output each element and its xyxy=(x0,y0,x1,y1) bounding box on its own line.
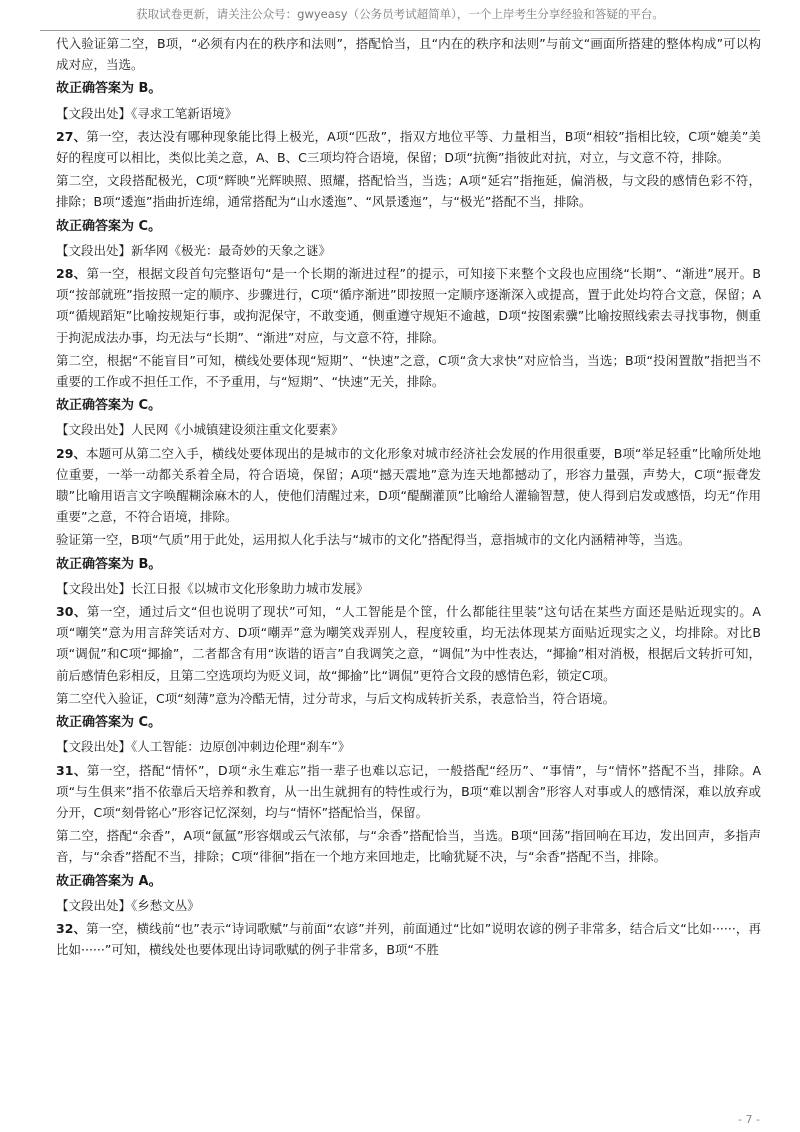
block-text: 第一空，通过后文“但也说明了现状”可知，“人工智能是个筐，什么都能往里装”这句话在某些方面还是贴近现实的。A项“嘲笑”意为用言辞笑话对方、D项“嘲弄”意为嘲笑戏弄别人，程度较重，均无法体现某方面贴近现实之义，均排除。对比B项“调侃”和C项“揶揄”，二者都含有用“诙谐的语言”自我调笑之意，“调侃”为中性表达，“揶揄”相对消极，根据后文转折可知，前后感情色彩相反，且第二空选项均为贬义词，故“揶揄”比“调侃”更符合文段的感情色彩，锁定C项。 xyxy=(56,604,761,683)
source-citation xyxy=(56,419,761,440)
answer-line xyxy=(56,216,761,237)
explanation-paragraph xyxy=(56,126,761,168)
explanation-paragraph xyxy=(56,170,761,212)
block-text: 故正确答案为 C。 xyxy=(56,398,162,414)
question-number: 30、 xyxy=(56,604,87,620)
header-text: 获取试卷更新，请关注公众号：gwyeasy（公务员考试超简单），一个上岸考生分享经验和答疑的平台。 xyxy=(136,7,664,21)
block-text: 第一空，横线前“也”表示“诗词歌赋”与前面“农谚”并列，前面通过“比如”说明农谚的例子非常多，结合后文“比如······，再比如······”可知，横线处也要体现出诗词歌赋的例子非常多，B项“不胜 xyxy=(56,920,761,958)
block-text: 故正确答案为 C。 xyxy=(56,218,162,234)
document-body xyxy=(56,33,761,962)
explanation-paragraph xyxy=(56,350,761,392)
page-number: - 7 - xyxy=(738,1113,760,1126)
block-text: 【文段出处】新华网《极光：最奇妙的天象之谜》 xyxy=(56,242,332,258)
explanation-paragraph xyxy=(56,825,761,867)
answer-line xyxy=(56,871,761,892)
block-text: 本题可从第二空入手，横线处要体现出的是城市的文化形象对城市经济社会发展的作用很重要，B项“举足轻重”比喻所处地位重要，一举一动都关系着全局，符合语境，保留；A项“撼天震地”意为连天地都撼动了，形容力量强，声势大，C项“振聋发聩”比喻用语言文字唤醒糊涂麻木的人，使他们清醒过来，D项“醍醐灌顶”比喻给人灌输智慧，使人得到启发或感悟，均无“作用重要”之意，不符合语境，排除。 xyxy=(56,445,761,525)
source-citation xyxy=(56,736,761,757)
block-text: 代入验证第二空，B项，“必须有内在的秩序和法则”，搭配恰当，且“内在的秩序和法则”与前文“画面所搭建的整体构成”可以构成对应，当选。 xyxy=(56,36,761,73)
block-text: 第二空代入验证，C项“刻薄”意为冷酷无情，过分苛求，与后文构成转折关系，表意恰当，符合语境。 xyxy=(56,690,616,706)
explanation-paragraph xyxy=(56,529,761,550)
block-text: 故正确答案为 B。 xyxy=(56,556,162,572)
question-number: 28、 xyxy=(56,266,87,282)
page-header xyxy=(0,0,800,30)
block-text: 【文段出处】人民网《小城镇建设须注重文化要素》 xyxy=(56,422,344,438)
block-text: 【文段出处】《乡愁文丛》 xyxy=(56,897,200,913)
answer-line xyxy=(56,554,761,575)
block-text: 第一空，表达没有哪种现象能比得上极光，A项“匹敌”，指双方地位平等、力量相当，B项“相较”指相比较，C项“媲美”美好的程度可以相比，类似比美之意，A、B、C三项均符合语境，保留；D项“抗衡”指彼此对抗，对立，与文意不符，排除。 xyxy=(56,128,761,166)
block-text: 第一空，根据文段首句完整语句“是一个长期的渐进过程”的提示，可知接下来整个文段也应围绕“长期”、“渐进”展开。B项“按部就班”指按照一定的顺序、步骤进行，C项“循序渐进”即按照一定顺序逐渐深入或提高，置于此处均符合文意，保留；A项“循规蹈矩”比喻按规矩行事，或拘泥保守，不敢变通，侧重遵守规矩不逾越，D项“按图索骥”比喻按照线索去寻找事物，侧重于拘泥成法办事，均无法与“长期”、“渐进”对应，与文意不符，排除。 xyxy=(56,266,761,345)
answer-line xyxy=(56,78,761,99)
source-citation xyxy=(56,895,761,916)
explanation-paragraph xyxy=(56,33,761,75)
block-text: 第二空，文段搭配极光，C项“辉映”光辉映照、照耀，搭配恰当，当选；A项“延宕”指拖延，偏消极，与文段的感情色彩不符，排除；B项“逶迤”指曲折连绵，通常搭配为“山水逶迤”、“风景逶迤”，与“极光”搭配不当，排除。 xyxy=(56,173,761,210)
block-text: 故正确答案为 A。 xyxy=(56,873,162,889)
question-number: 29、 xyxy=(56,445,87,461)
explanation-paragraph xyxy=(56,760,761,824)
source-citation xyxy=(56,103,761,124)
block-text: 【文段出处】《寻求工笔新语境》 xyxy=(56,105,238,121)
explanation-paragraph xyxy=(56,263,761,348)
block-text: 故正确答案为 C。 xyxy=(56,715,162,731)
explanation-paragraph xyxy=(56,918,761,960)
answer-line xyxy=(56,712,761,733)
answer-line xyxy=(56,395,761,416)
question-number: 31、 xyxy=(56,762,87,778)
block-text: 【文段出处】长江日报《以城市文化形象助力城市发展》 xyxy=(56,580,369,596)
explanation-paragraph xyxy=(56,688,761,709)
question-number: 27、 xyxy=(56,128,87,144)
source-citation xyxy=(56,578,761,599)
explanation-paragraph xyxy=(56,443,761,528)
block-text: 【文段出处】《人工智能：边原创冲刺边伦理“刹车”》 xyxy=(56,739,351,755)
explanation-paragraph xyxy=(56,601,761,686)
question-number: 32、 xyxy=(56,920,87,936)
source-citation xyxy=(56,240,761,261)
block-text: 验证第一空，B项“气质”用于此处，运用拟人化手法与“城市的文化”搭配得当，意指城市的文化内涵精神等，当选。 xyxy=(56,532,691,548)
block-text: 第一空，搭配“情怀”，D项“永生难忘”指一辈子也难以忘记，一般搭配“经历”、“事情”，与“情怀”搭配不当，排除。A项“与生俱来”指不依靠后天培养和教育，从一出生就拥有的特性或行为，B项“难以割舍”形容人对事或人的感情深，难以放弃或分开，C项“刻骨铭心”形容记忆深刻，均与“情怀”搭配恰当，保留。 xyxy=(56,762,761,820)
block-text: 第二空，根据“不能盲目”可知，横线处要体现“短期”、“快速”之意，C项“贪大求快”对应恰当，当选；B项“投闲置散”指把当不重要的工作或不担任工作，不予重用，与“短期”、“快速”无关，排除。 xyxy=(56,352,761,390)
header-divider xyxy=(40,30,760,31)
block-text: 故正确答案为 B。 xyxy=(56,81,162,97)
block-text: 第二空，搭配“余香”，A项“氤氲”形容烟或云气浓郁，与“余香”搭配恰当，当选。B项“回荡”指回响在耳边，发出回声，多指声音，与“余香”搭配不当，排除；C项“徘徊”指在一个地方来回地走，比喻犹疑不决，与“余香”搭配不当，排除。 xyxy=(56,828,761,865)
